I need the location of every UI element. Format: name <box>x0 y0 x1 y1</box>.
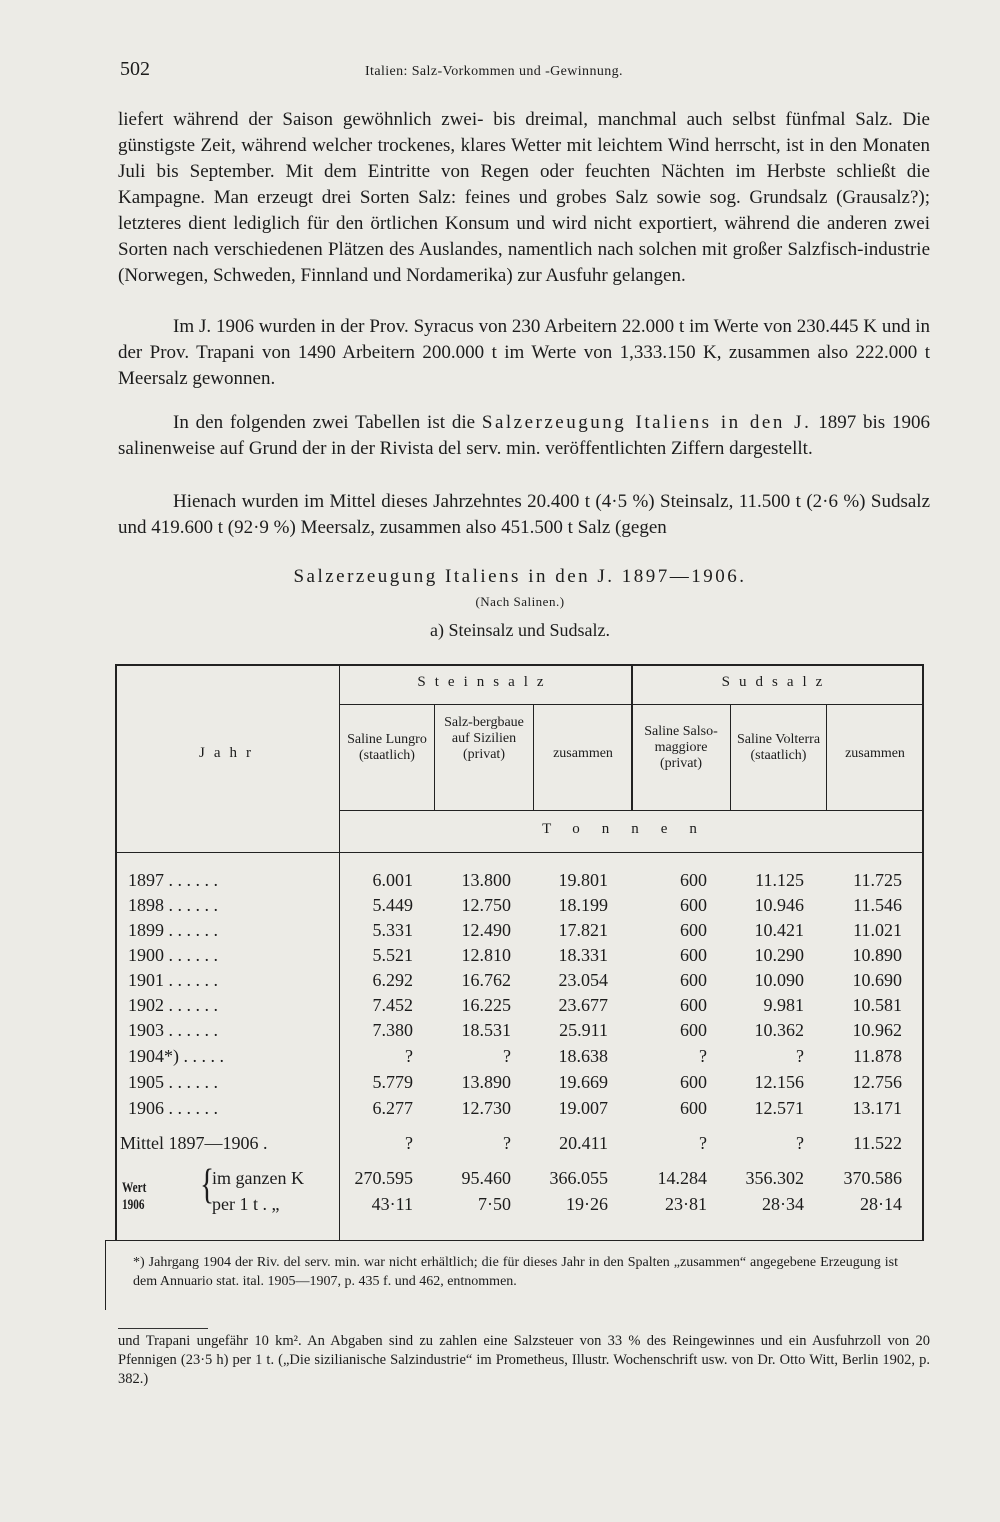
cell-sizilien: 13.890 <box>461 1072 511 1092</box>
cell-salsomaggiore: 600 <box>680 870 707 890</box>
cell-lungro: 43·11 <box>371 1194 413 1214</box>
cell-salsomaggiore: 600 <box>680 920 707 940</box>
cell-volterra: 10.362 <box>754 1020 804 1040</box>
paragraph-3 <box>118 410 930 462</box>
row-label: 1903 . . . . . . <box>128 1020 218 1040</box>
row-label: 1897 . . . . . . <box>128 870 218 890</box>
row-label: 1902 . . . . . . <box>128 995 218 1015</box>
row-label: 1900 . . . . . . <box>128 945 218 965</box>
cell-lungro: 7.380 <box>372 1020 413 1040</box>
table-row <box>0 1046 1000 1071</box>
cell-steinsalz-total: 18.331 <box>558 945 608 965</box>
cell-volterra: 10.290 <box>754 945 804 965</box>
paragraph-3-start: In den folgenden zwei Tabellen ist die <box>173 412 476 433</box>
cell-sudsalz-total: 10.581 <box>852 995 902 1015</box>
col-header-sudsalz-total: zusammen <box>845 746 905 761</box>
col-header-steinsalz-total: zusammen <box>553 746 613 761</box>
cell-salsomaggiore: 600 <box>680 995 707 1015</box>
cell-steinsalz-total: 23.677 <box>558 995 608 1015</box>
cell-sizilien: 12.490 <box>461 920 511 940</box>
row-label: 1901 . . . . . . <box>128 970 218 990</box>
cell-sudsalz-total: 11.878 <box>853 1046 902 1066</box>
table-source: (Nach Salinen.) <box>475 594 565 609</box>
cell-volterra: 11.125 <box>755 870 804 890</box>
cell-salsomaggiore: 600 <box>680 970 707 990</box>
col-rule-3 <box>533 704 534 810</box>
cell-lungro: 5.331 <box>372 920 413 940</box>
col-rule-2 <box>434 704 435 810</box>
table-footnote: *) Jahrgang 1904 der Riv. del serv. min. war nicht erhältlich; die für dieses Jahr in den Spalten „zusammen“ angegebene Erzeugung ist dem Annuario stat. ital. 1905—1907, p. 435 f. und 462, entnommen. <box>133 1255 898 1289</box>
cell-volterra: 9.981 <box>763 995 804 1015</box>
cell-volterra: 10.090 <box>754 970 804 990</box>
table-row <box>0 970 1000 995</box>
header-bottom-rule <box>115 852 924 853</box>
cell-volterra: 12.571 <box>754 1098 804 1118</box>
column-header-rule <box>339 810 924 811</box>
row-label: 1905 . . . . . . <box>128 1072 218 1092</box>
cell-sudsalz-total: 28·14 <box>860 1194 902 1214</box>
cell-lungro: 7.452 <box>372 995 413 1015</box>
cell-sizilien: 16.762 <box>461 970 511 990</box>
cell-salsomaggiore: 600 <box>680 945 707 965</box>
cell-volterra: 10.421 <box>754 920 804 940</box>
table-row-wert-total <box>0 1168 1000 1193</box>
table-row <box>0 945 1000 970</box>
cell-lungro: 6.292 <box>372 970 413 990</box>
cell-lungro: 270.595 <box>354 1168 413 1188</box>
col-header-sizilien: Salz-bergbaue auf Sizilien (privat) <box>444 715 524 762</box>
wert-row-label: im ganzen K <box>212 1168 304 1188</box>
cell-volterra: 10.946 <box>754 895 804 915</box>
brace-glyph: { <box>200 1162 215 1208</box>
table-title: Salzerzeugung Italiens in den J. 1897—1906. <box>293 566 747 587</box>
cell-sudsalz-total: 370.586 <box>843 1168 902 1188</box>
table-row-wert-per-ton <box>0 1194 1000 1219</box>
cell-sizilien: ? <box>503 1046 511 1066</box>
cell-salsomaggiore: ? <box>699 1133 707 1153</box>
col-header-volterra: Saline Volterra (staatlich) <box>736 732 821 763</box>
cell-salsomaggiore: 600 <box>680 895 707 915</box>
table-row <box>0 895 1000 920</box>
cell-steinsalz-total: 25.911 <box>559 1020 608 1040</box>
cell-steinsalz-total: 366.055 <box>549 1168 608 1188</box>
group-header-sudsalz: Sudsalz <box>721 674 832 690</box>
cell-sudsalz-total: 10.890 <box>852 945 902 965</box>
cell-steinsalz-total: 18.199 <box>558 895 608 915</box>
table-row <box>0 1020 1000 1045</box>
table-row <box>0 870 1000 895</box>
table-top-rule <box>115 664 924 666</box>
cell-sizilien: 12.730 <box>461 1098 511 1118</box>
cell-steinsalz-total: 23.054 <box>558 970 608 990</box>
cell-steinsalz-total: 19.801 <box>558 870 608 890</box>
cell-sizilien: 12.750 <box>461 895 511 915</box>
cell-lungro: ? <box>405 1046 413 1066</box>
row-label: 1899 . . . . . . <box>128 920 218 940</box>
row-label: 1906 . . . . . . <box>128 1098 218 1118</box>
cell-steinsalz-total: 20.411 <box>559 1133 608 1153</box>
cell-steinsalz-total: 19·26 <box>566 1194 608 1214</box>
cell-sudsalz-total: 11.021 <box>853 920 902 940</box>
footnote-divider <box>118 1328 208 1329</box>
cell-sizilien: ? <box>503 1133 511 1153</box>
cell-sizilien: 12.810 <box>461 945 511 965</box>
cell-sudsalz-total: 11.522 <box>853 1133 902 1153</box>
table-subtitle: a) Steinsalz und Sudsalz. <box>430 620 610 640</box>
cell-salsomaggiore: 14.284 <box>657 1168 707 1188</box>
cell-sudsalz-total: 11.546 <box>853 895 902 915</box>
table-row <box>0 1072 1000 1097</box>
page-number: 502 <box>120 58 150 80</box>
cell-steinsalz-total: 17.821 <box>558 920 608 940</box>
cell-sudsalz-total: 11.725 <box>853 870 902 890</box>
cell-salsomaggiore: 600 <box>680 1098 707 1118</box>
table-row-mean <box>0 1133 1000 1158</box>
col-header-salsomaggiore: Saline Salso-maggiore (privat) <box>644 724 718 771</box>
unit-header: Tonnen <box>542 821 719 837</box>
paragraph-2: Im J. 1906 wurden in der Prov. Syracus von 230 Arbeitern 22.000 t im Werte von 230.445 K und in der Prov. Trapani von 1490 Arbeitern 200.000 t im Werte von 1,333.150 K, zusammen also 222.000 t Meersalz gewonnen. <box>118 316 930 389</box>
page-footnote: und Trapani ungefähr 10 km². An Abgaben sind zu zahlen eine Salzsteuer von 33 % des Reingewinnes und ein Ausfuhrzoll von 20 Pfennigen (23·5 h) per 1 t. („Die sizilianische Salzindustrie“ im Prometheus, Illustr. Wochenschrift usw. von Dr. Otto Witt, Berlin 1902, p. 382.) <box>118 1333 930 1387</box>
table-row <box>0 920 1000 945</box>
cell-sizilien: 18.531 <box>461 1020 511 1040</box>
row-label: 1898 . . . . . . <box>128 895 218 915</box>
cell-lungro: 5.449 <box>372 895 413 915</box>
cell-volterra: 12.156 <box>754 1072 804 1092</box>
cell-lungro: 5.521 <box>372 945 413 965</box>
cell-salsomaggiore: ? <box>699 1046 707 1066</box>
table-row <box>0 1098 1000 1123</box>
wert-row-label: per 1 t . „ <box>212 1194 280 1214</box>
cell-lungro: 6.277 <box>372 1098 413 1118</box>
table-row <box>0 995 1000 1020</box>
cell-lungro: 6.001 <box>372 870 413 890</box>
row-label: 1904*) . . . . . <box>128 1046 224 1066</box>
cell-lungro: 5.779 <box>372 1072 413 1092</box>
cell-volterra: ? <box>796 1046 804 1066</box>
cell-sudsalz-total: 10.962 <box>852 1020 902 1040</box>
col-rule-6 <box>826 704 827 810</box>
year-column-header: Jahr <box>199 745 260 761</box>
cell-lungro: ? <box>405 1133 413 1153</box>
running-head: Italien: Salz-Vorkommen und -Gewinnung. <box>365 64 623 79</box>
row-label: Mittel 1897—1906 . <box>120 1133 268 1153</box>
paragraph-3-emphasis: Salzerzeugung Italiens in den J. <box>481 412 812 433</box>
cell-steinsalz-total: 18.638 <box>558 1046 608 1066</box>
cell-sudsalz-total: 10.690 <box>852 970 902 990</box>
cell-sudsalz-total: 12.756 <box>852 1072 902 1092</box>
cell-sudsalz-total: 13.171 <box>852 1098 902 1118</box>
cell-steinsalz-total: 19.669 <box>558 1072 608 1092</box>
cell-sizilien: 16.225 <box>461 995 511 1015</box>
cell-sizilien: 7·50 <box>478 1194 511 1214</box>
cell-volterra: 28·34 <box>762 1194 804 1214</box>
cell-salsomaggiore: 600 <box>680 1072 707 1092</box>
group-header-steinsalz: Steinsalz <box>417 674 553 690</box>
table-bottom-rule <box>105 1240 924 1241</box>
wert-1906-label: Wert 1906 <box>122 1180 147 1213</box>
cell-sizilien: 95.460 <box>461 1168 511 1188</box>
paragraph-4: Hienach wurden im Mittel dieses Jahrzehntes 20.400 t (4·5 %) Steinsalz, 11.500 t (2·6 %) Sudsalz und 419.600 t (92·9 %) Meersalz, zusammen also 451.500 t Salz (gegen <box>118 491 930 538</box>
paragraph-1: liefert während der Saison gewöhnlich zwei- bis dreimal, manchmal auch selbst fünfmal Salz. Die günstigste Zeit, während welcher trockenes, klares Wetter mit leichtem Wind herrscht, ist in den Monaten Juli bis September. Mit dem Eintritte von Regen oder feuchten Nächten im Herbste schließt die Kampagne. Man erzeugt drei Sorten Salz: feines und grobes Salz sowie sog. Grundsalz (Grausalz?); letzteres dient lediglich für den örtlichen Konsum und wird nicht exportiert, während die anderen zwei Sorten nach verschiedenen Plätzen des Auslandes, namentlich nach solchen mit großer Salzfisch-industrie (Norwegen, Schweden, Finnland und Nordamerika) zur Ausfuhr gelangen. <box>118 109 930 286</box>
cell-salsomaggiore: 23·81 <box>665 1194 707 1214</box>
paragraph-3-end: 1897 bis 1906 salinenweise auf Grund der in der Rivista del serv. min. veröffentlichten Ziffern dargestellt. <box>118 412 931 459</box>
cell-volterra: 356.302 <box>745 1168 804 1188</box>
col-header-lungro: Saline Lungro (staatlich) <box>347 732 427 763</box>
cell-salsomaggiore: 600 <box>680 1020 707 1040</box>
cell-volterra: ? <box>796 1133 804 1153</box>
cell-sizilien: 13.800 <box>461 870 511 890</box>
col-rule-5 <box>730 704 731 810</box>
cell-steinsalz-total: 19.007 <box>558 1098 608 1118</box>
footnote-left-rule <box>105 1240 106 1310</box>
page-header <box>120 58 930 88</box>
